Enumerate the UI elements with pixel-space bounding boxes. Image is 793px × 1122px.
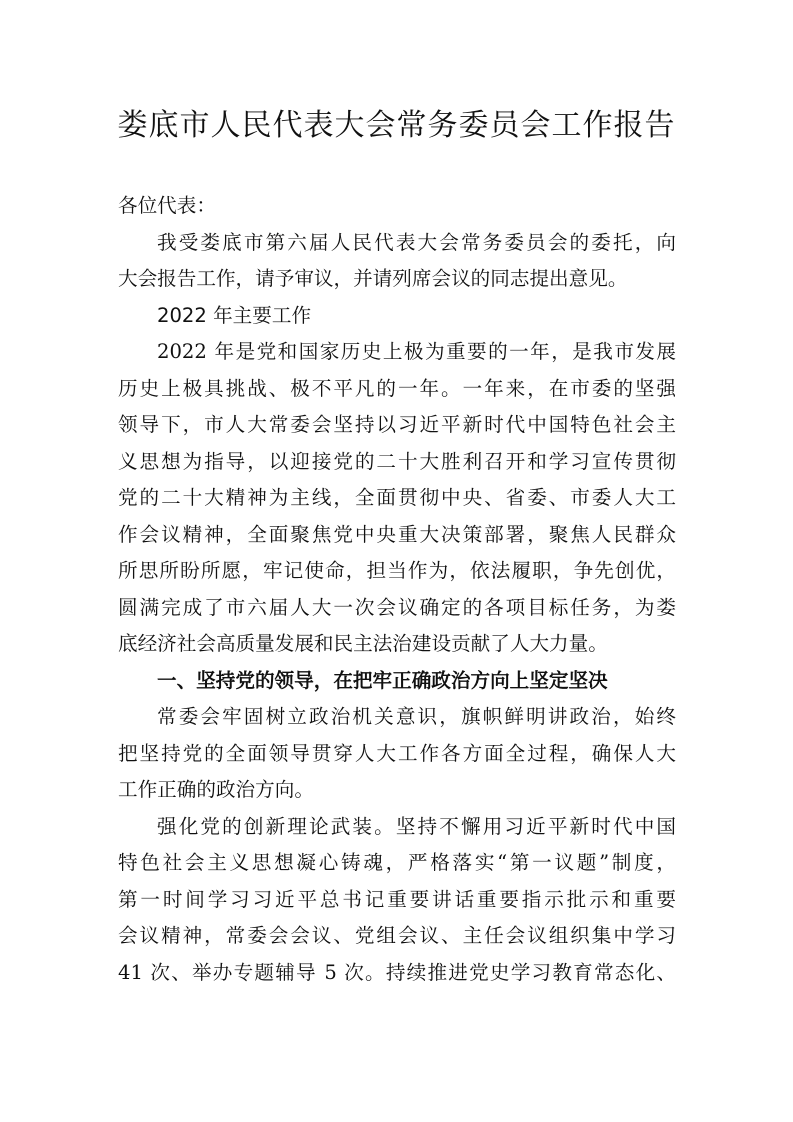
paragraph-line: 党的二十大精神为主线，全面贯彻中央、省委、市委人大工 <box>118 486 676 509</box>
paragraph-line: 会议精神，常委会会议、党组会议、主任会议组织集中学习 <box>118 924 676 947</box>
document-body <box>118 188 676 991</box>
paragraph-line: 常委会牢固树立政治机关意识，旗帜鲜明讲政治，始终 <box>157 705 676 728</box>
paragraph-line: 2022 年是党和国家历史上极为重要的一年，是我市发展 <box>157 340 676 363</box>
salutation: 各位代表： <box>118 194 216 217</box>
paragraph-line: 义思想为指导，以迎接党的二十大胜利召开和学习宣传贯彻 <box>118 449 676 473</box>
paragraph-line: 特色社会主义思想凝心铸魂，严格落实“第一议题”制度， <box>118 851 676 874</box>
document-title: 娄底市人民代表大会常务委员会工作报告 <box>117 108 676 143</box>
paragraph-line: 领导下，市人大常委会坚持以习近平新时代中国特色社会主 <box>118 413 676 436</box>
subheading-2022-main-work: 2022 年主要工作 <box>157 303 312 327</box>
paragraph-line: 历史上极具挑战、极不平凡的一年。一年来，在市委的坚强 <box>118 376 676 400</box>
paragraph-line: 41 次、举办专题辅导 5 次。持续推进党史学习教育常态化、 <box>118 960 676 984</box>
paragraph-line: 工作正确的政治方向。 <box>118 778 314 801</box>
paragraph-line: 我受娄底市第六届人民代表大会常务委员会的委托，向 <box>157 230 676 254</box>
paragraph-line: 底经济社会高质量发展和民主法治建设贡献了人大力量。 <box>118 632 608 655</box>
paragraph-line: 作会议精神，全面聚焦党中央重大决策部署，聚焦人民群众 <box>118 522 676 546</box>
paragraph-line: 大会报告工作，请予审议，并请列席会议的同志提出意见。 <box>118 267 628 290</box>
paragraph-line: 所思所盼所愿，牢记使命，担当作为，依法履职，争先创优， <box>118 559 676 582</box>
paragraph-line: 强化党的创新理论武装。坚持不懈用习近平新时代中国 <box>157 814 676 838</box>
paragraph-line: 第一时间学习习近平总书记重要讲话重要指示批示和重要 <box>118 887 676 911</box>
section-heading-1: 一、坚持党的领导，在把牢正确政治方向上坚定坚决 <box>157 668 608 692</box>
paragraph-line: 把坚持党的全面领导贯穿人大工作各方面全过程，确保人大 <box>118 741 676 765</box>
paragraph-line: 圆满完成了市六届人大一次会议确定的各项目标任务，为娄 <box>118 595 676 619</box>
